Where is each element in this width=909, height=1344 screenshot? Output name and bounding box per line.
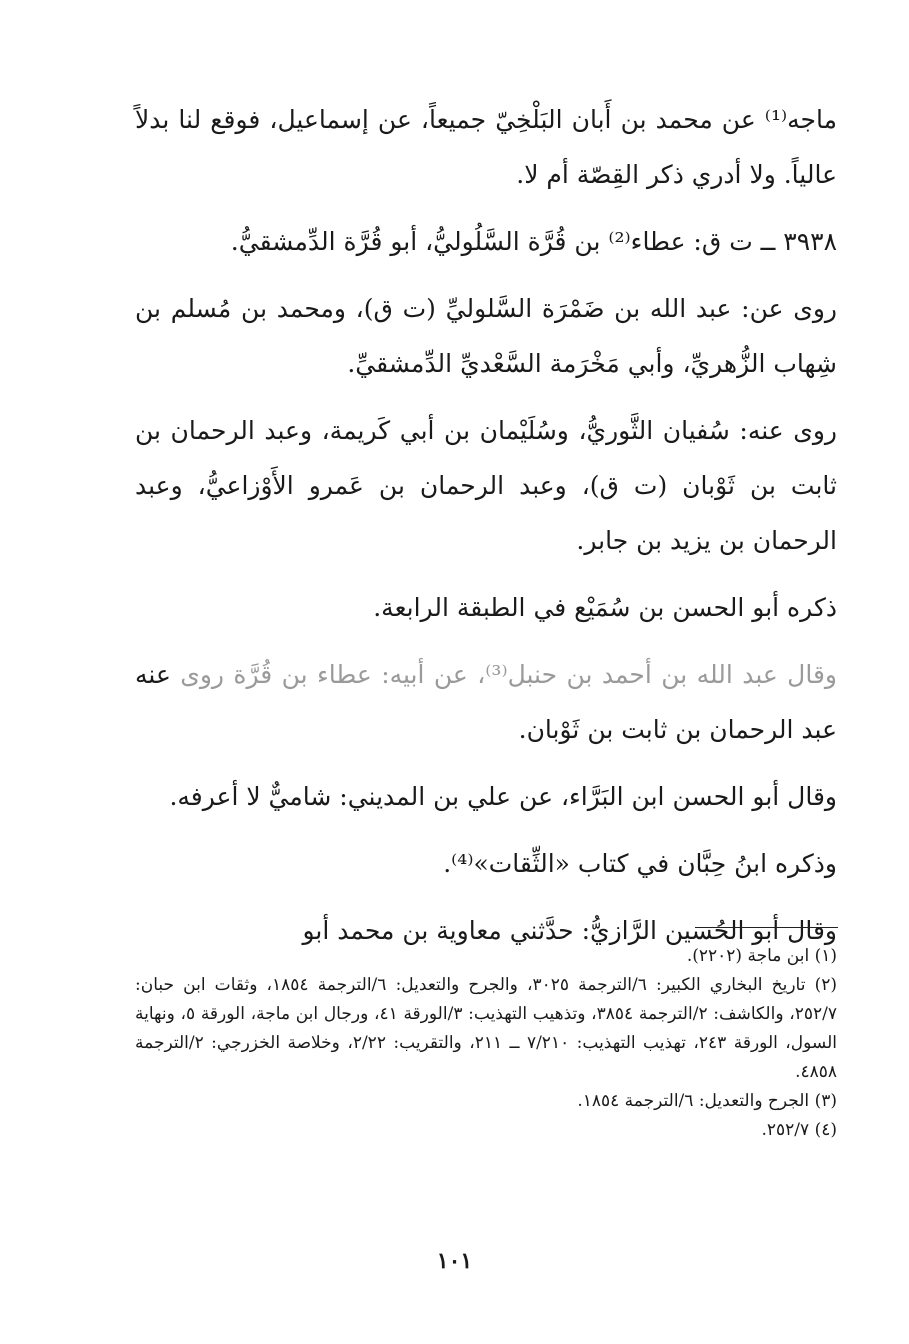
paragraph-narrated-from: روى عن: عبد الله بن ضَمْرَة السَّلوليِّ (ت ق)، ومحمد بن مُسلم بن شِهاب الزُّهريِّ، وأبي مَخْرَمة السَّعْديِّ الدِّمشقيِّ. [135,294,837,378]
footnote-mark: (٣) [814,1091,837,1111]
footnote-3 [135,1087,837,1116]
main-text [135,92,837,970]
footnote-1 [135,942,837,971]
footnote-4 [135,1116,837,1145]
footnote-text: ابن ماجة (٢٢٠٢). [686,946,810,966]
paragraph-ibn-hibban: وذكره ابنُ حِبَّان في كتاب «الثِّقات»⁽⁴⁾. [443,849,837,878]
footnote-mark: (٢) [814,975,838,995]
footnote-text: ٢٥٢/٧. [761,1120,810,1140]
faded-line: وقال عبد الله بن أحمد بن حنبل⁽³⁾، عن أبيه: عطاء بن قُرَّة روى [180,660,837,689]
footnote-text: تاريخ البخاري الكبير: ٦/الترجمة ٣٠٢٥، والجرح والتعديل: ٦/الترجمة ١٨٥٤، وثقات ابن حبان: ٢٥٢/٧، والكاشف: ٢/الترجمة ٣٨٥٤، وتذهيب التهذيب: ٣/الورقة ٤١، ورجال ابن ماجة، الورقة ٥، ونهاية السول، الورقة ٢٤٣، تهذيب التهذيب: ٧/٢١٠ ــ ٢١١، والتقريب: ٢/٢٢، وخلاصة الخزرجي: ٢/الترجمة ٤٨٥٨. [135,975,837,1082]
footnotes [135,942,837,1145]
footnote-mark: (٤) [814,1120,837,1140]
paragraph-1: ماجه⁽¹⁾ عن محمد بن أَبان البَلْخِيّ جميعاً، عن إسماعيل، فوقع لنا بدلاً عالياً. ولا أدري ذكر القِصّة أم لا. [135,105,837,189]
paragraph-ibn-sumay: ذكره أبو الحسن بن سُمَيْع في الطبقة الرابعة. [373,593,837,622]
footnote-2 [135,971,837,1087]
paragraph-ibn-madini: وقال أبو الحسن ابن البَرَّاء، عن علي بن المديني: شاميٌّ لا أعرفه. [169,782,837,811]
line-continuation: عنه عبد الرحمان بن ثابت بن ثَوْبان. [135,660,837,744]
paragraph-ibn-hanbal [135,647,837,757]
footnote-text: الجرح والتعديل: ٦/الترجمة ١٨٥٤. [577,1091,810,1111]
footnote-separator [695,927,838,928]
paragraph-razi: وقال أبو الحُسين الرَّازيُّ: حدَّثني معاوية بن محمد أبو [302,916,837,945]
footnote-mark: (١) [814,946,837,966]
entry-heading: ٣٩٣٨ ــ ت ق: عطاء⁽²⁾ بن قُرَّة السَّلُوليُّ، أبو قُرَّة الدِّمشقيُّ. [230,227,837,256]
paragraph-narrated-by: روى عنه: سُفيان الثَّوريُّ، وسُلَيْمان بن أبي كَريمة، وعبد الرحمان بن ثابت بن ثَوْبان (ت ق)، وعبد الرحمان بن عَمرو الأَوْزاعيُّ، وعبد الرحمان بن يزيد بن جابر. [135,416,837,555]
page-number: ١٠١ [436,1248,473,1274]
